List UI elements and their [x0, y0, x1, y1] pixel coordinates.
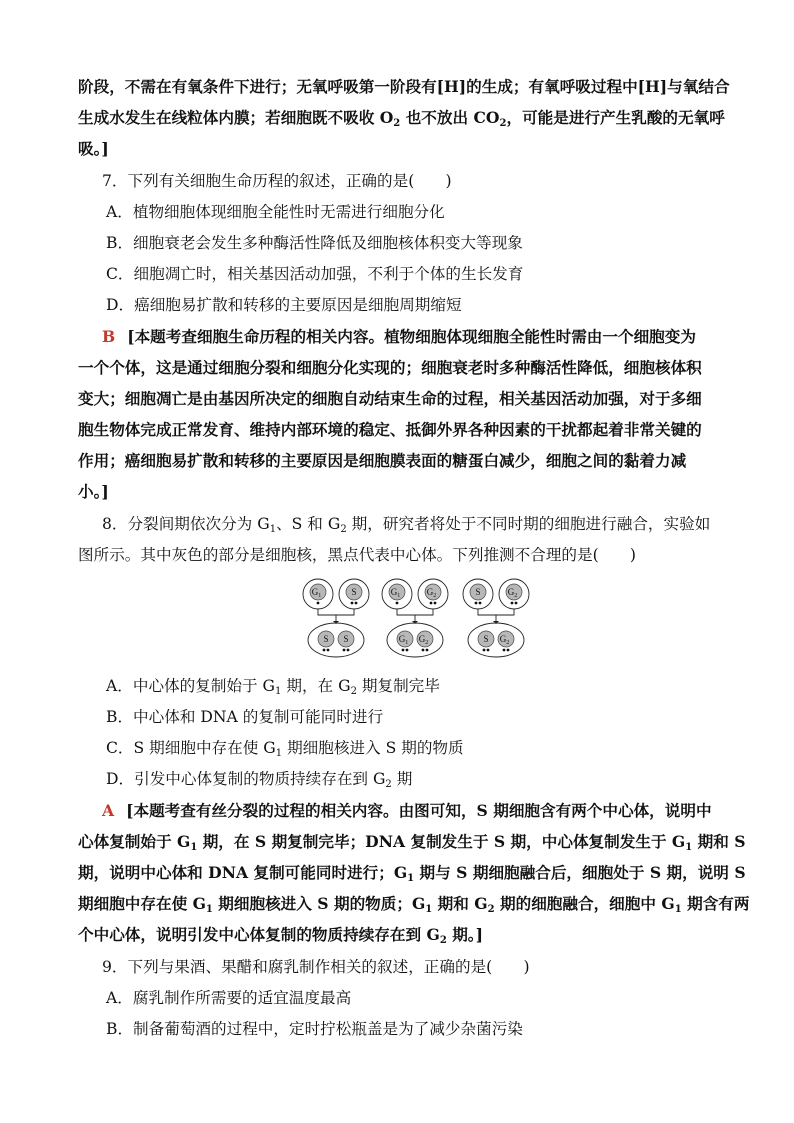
nucleus-label: S — [343, 634, 349, 644]
q7-option-d: D．癌细胞易扩散和转移的主要原因是细胞周期缩短 — [106, 296, 462, 314]
q7-explanation-line: 一个个体，这是通过细胞分裂和细胞分化实现的；细胞衰老时多种酶活性降低，细胞核体积 — [78, 358, 702, 377]
q7-explanation-line: B [本题考查细胞生命历程的相关内容。植物细胞体现细胞全能性时需由一个细胞变为 — [102, 327, 696, 346]
fused-cell-outline — [468, 623, 524, 657]
subscript: 2 — [425, 640, 429, 646]
arrow-head — [333, 621, 339, 624]
nucleus-label: S — [351, 587, 357, 597]
centrosome-dot — [327, 649, 330, 652]
nucleus-label: $G_1$ — [311, 587, 322, 599]
centrosome-dot — [507, 649, 510, 652]
q9-option-b: B．制备葡萄酒的过程中，定时拧松瓶盖是为了减少杂菌污染 — [106, 1020, 523, 1038]
prev-explanation-line: 阶段，不需在有氧条件下进行；无氧呼吸第一阶段有[H]的生成；有氧呼吸过程中[H]与氧结合 — [78, 77, 730, 96]
subscript: 1 — [405, 640, 409, 646]
centrosome-dot — [422, 649, 425, 652]
nucleus-label: $G_1$ — [390, 587, 401, 599]
centrosome-dot — [483, 649, 486, 652]
q8-answer: A — [102, 801, 115, 820]
q8-option-d: D．引发中心体复制的物质持续存在到 $G_2$ 期 — [106, 770, 413, 790]
fused-cell-outline — [387, 623, 443, 657]
arrow-head — [412, 621, 418, 624]
arrow-head — [493, 621, 499, 624]
centrosome-dot — [475, 602, 478, 605]
connector-line — [318, 609, 354, 623]
nucleus-label: S — [323, 634, 329, 644]
centrosome-dot — [434, 602, 437, 605]
nucleus-label: $G_2$ — [507, 587, 518, 599]
q7-option-a: A．植物细胞体现细胞全能性时无需进行细胞分化 — [106, 203, 445, 221]
nucleus-label: $G_2$ — [426, 587, 437, 599]
connector-line — [478, 609, 514, 623]
q8-explanation-line: A [本题考查有丝分裂的过程的相关内容。由图可知，S 期细胞含有两个中心体，说明中 — [102, 801, 712, 820]
centrosome-dot — [396, 602, 399, 605]
subscript: 2 — [506, 640, 510, 646]
prev-explanation-line: 生成水发生在线粒体内膜；若细胞既不吸收 $O_2$ 也不放出 $CO_2$，可能是进行产生乳酸的无氧呼 — [78, 108, 725, 129]
nucleus-label: S — [475, 587, 481, 597]
q7-stem: 7．下列有关细胞生命历程的叙述，正确的是( ) — [102, 172, 452, 190]
centrosome-dot — [515, 602, 518, 605]
connector-line — [397, 609, 433, 623]
centrosome-dot — [343, 649, 346, 652]
q7-explanation-line: 作用；癌细胞易扩散和转移的主要原因是细胞膜表面的糖蛋白减少，细胞之间的黏着力减 — [78, 451, 687, 470]
centrosome-dot — [317, 602, 320, 605]
q7-answer: B — [102, 327, 116, 346]
subscript: 2 — [514, 593, 518, 599]
centrosome-dot — [406, 649, 409, 652]
q9-stem: 9．下列与果酒、果醋和腐乳制作相关的叙述，正确的是( ) — [102, 958, 530, 976]
centrosome-dot — [355, 602, 358, 605]
centrosome-dot — [351, 602, 354, 605]
centrosome-dot — [402, 649, 405, 652]
q8-stem: 8．分裂间期依次分为 $G_1$、S 和 $G_2$ 期，研究者将处于不同时期的细胞进行融合，实验如 — [102, 515, 711, 535]
cell-fusion-figure — [298, 577, 532, 663]
q8-option-b: B．中心体和 DNA 的复制可能同时进行 — [106, 708, 384, 726]
subscript: 1 — [397, 593, 401, 599]
fused-cell-outline — [308, 623, 364, 657]
q7-explanation-line: 小。] — [78, 482, 109, 501]
prev-explanation-line: 吸。] — [78, 139, 109, 158]
q7-option-b: B．细胞衰老会发生多种酶活性降低及细胞核体积变大等现象 — [106, 234, 523, 252]
q8-explanation-line: 心体复制始于 $G_1$ 期，在 S 期复制完毕；DNA 复制发生于 S 期，中心体复制发生于 $G_1$ 期和 S — [78, 832, 746, 853]
q8-explanation-line: 个中心体，说明引发中心体复制的物质持续存在到 $G_2$ 期。] — [78, 925, 483, 946]
q8-option-c: C．S 期细胞中存在使 $G_1$ 期细胞核进入 S 期的物质 — [106, 739, 464, 759]
q8-option-a: A．中心体的复制始于 $G_1$ 期，在 $G_2$ 期复制完毕 — [106, 677, 440, 697]
centrosome-dot — [479, 602, 482, 605]
q7-option-c: C．细胞凋亡时，相关基因活动加强，不利于个体的生长发育 — [106, 265, 524, 283]
centrosome-dot — [503, 649, 506, 652]
nucleus-label: $G_2$ — [418, 634, 429, 646]
centrosome-dot — [323, 649, 326, 652]
q7-explanation-line: 变大；细胞凋亡是由基因所决定的细胞自动结束生命的过程，相关基因活动加强，对于多细 — [78, 389, 702, 408]
q8-stem: 图所示。其中灰色的部分是细胞核，黑点代表中心体。下列推测不合理的是( ) — [78, 546, 636, 564]
nucleus-label: $G_2$ — [499, 634, 510, 646]
q8-explanation-line: 期细胞中存在使 $G_1$ 期细胞核进入 S 期的物质；$G_1$ 期和 $G_2$ 期的细胞融合，细胞中 $G_1$ 期含有两 — [78, 894, 750, 915]
subscript: 1 — [318, 593, 322, 599]
centrosome-dot — [347, 649, 350, 652]
q8-explanation-line: 期，说明中心体和 DNA 复制可能同时进行；$G_1$ 期与 S 期细胞融合后，细胞处于 S 期，说明 S — [78, 863, 746, 884]
q9-option-a: A．腐乳制作所需要的适宜温度最高 — [106, 989, 352, 1007]
centrosome-dot — [487, 649, 490, 652]
centrosome-dot — [430, 602, 433, 605]
q7-explanation-line: 胞生物体完成正常发育、维持内部环境的稳定、抵御外界各种因素的干扰都起着非常关键的 — [78, 420, 702, 439]
nucleus-label: S — [483, 634, 489, 644]
centrosome-dot — [426, 649, 429, 652]
nucleus-label: $G_1$ — [398, 634, 409, 646]
centrosome-dot — [511, 602, 514, 605]
subscript: 2 — [433, 593, 437, 599]
